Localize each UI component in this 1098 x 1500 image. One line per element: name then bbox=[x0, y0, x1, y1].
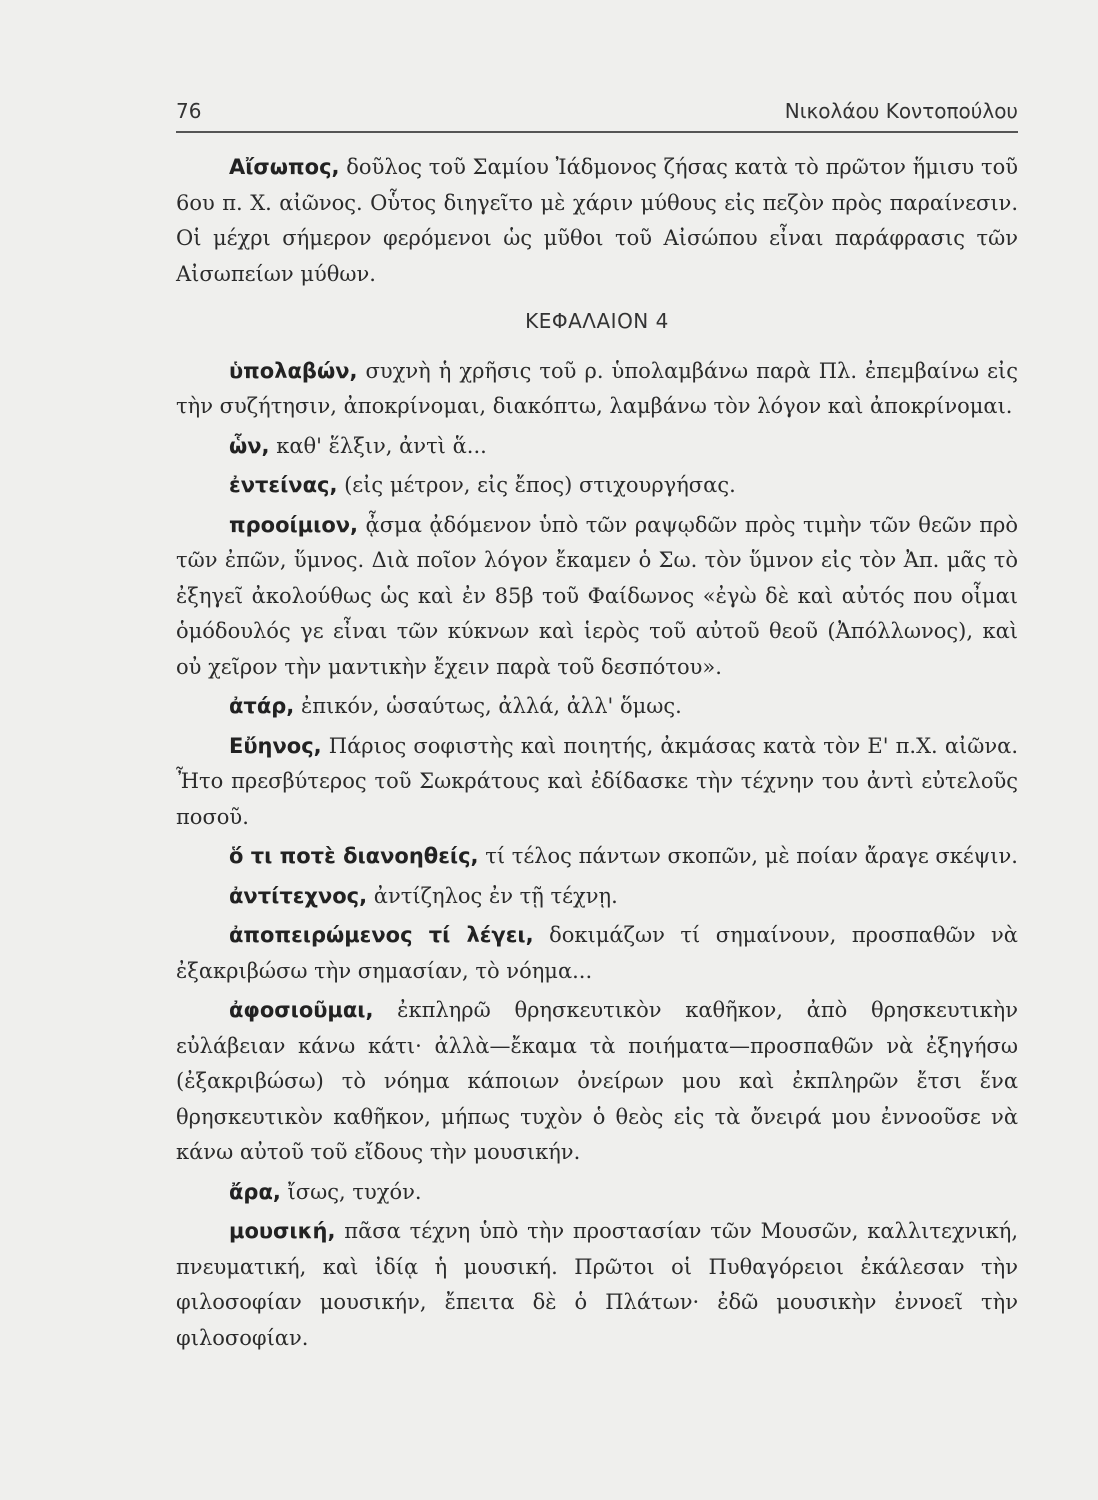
entry-term: προοίμιον, bbox=[229, 512, 359, 537]
entry-definition: (εἰς μέτρον, εἰς ἔπος) στιχουργήσας. bbox=[337, 473, 736, 497]
entry-term: ὧν, bbox=[229, 433, 270, 458]
page-number: 76 bbox=[176, 99, 202, 123]
entry-term: Εὔηνος, bbox=[229, 733, 322, 758]
entry-definition: τί τέλος πάντων σκοπῶν, μὲ ποίαν ἄραγε σκέψιν. bbox=[478, 844, 1018, 868]
running-head-author: Νικολάου Κοντοπούλου bbox=[784, 99, 1018, 123]
glossary-entry bbox=[176, 918, 1018, 989]
entry-definition: δοῦλος τοῦ Σαμίου Ἰάδμονος ζήσας κατὰ τὸ πρῶτον ἥμισυ τοῦ 6ου π. Χ. αἰῶνος. Οὗτος διηγεῖτο μὲ χάριν μύθους εἰς πεζὸν πρὸς παραίνεσιν. Οἱ μέχρι σήμερον φερόμενοι ὡς μῦθοι τοῦ Αἰσώπου εἶναι παράφρασις τῶν Αἰσωπείων μύθων. bbox=[176, 155, 1018, 286]
body-text bbox=[176, 150, 1018, 1356]
entry-definition: δοκιμάζων τί σημαίνουν, προσπαθῶν νὰ ἐξακριβώσω τὴν σημασίαν, τὸ νόημα... bbox=[176, 923, 1018, 983]
glossary-entry bbox=[176, 354, 1018, 425]
glossary-entry bbox=[176, 729, 1018, 836]
entry-term: ἀτάρ, bbox=[229, 694, 295, 718]
glossary-entry bbox=[176, 1175, 1018, 1211]
glossary-entry bbox=[176, 429, 1018, 465]
entry-definition: ἐπικόν, ὡσαύτως, ἀλλά, ἀλλ' ὅμως. bbox=[294, 694, 682, 718]
intro-entry bbox=[176, 150, 1018, 292]
entry-definition: Πάριος σοφιστὴς καὶ ποιητής, ἀκμάσας κατὰ τὸν Ε' π.Χ. αἰῶνα. Ἦτο πρεσβύτερος τοῦ Σωκράτους καὶ ἐδίδασκε τὴν τέχνην του ἀντὶ εὐτελοῦς ποσοῦ. bbox=[176, 733, 1018, 829]
entry-definition: συχνὴ ἡ χρῆσις τοῦ ρ. ὑπολαμβάνω παρὰ Πλ. ἐπεμβαίνω εἰς τὴν συζήτησιν, ἀποκρίνομαι, διακόπτω, λαμβάνω τὸν λόγον καὶ ἀποκρίνομαι. bbox=[176, 358, 1018, 418]
running-header bbox=[176, 97, 1018, 133]
entry-term: ἀφοσιοῦμαι, bbox=[229, 998, 374, 1022]
glossary-entry bbox=[176, 1214, 1018, 1356]
entry-definition: ᾆσμα ᾀδόμενον ὑπὸ τῶν ραψῳδῶν πρὸς τιμὴν τῶν θεῶν πρὸ τῶν ἐπῶν, ὕμνος. Διὰ ποῖον λόγον ἔκαμεν ὁ Σω. τὸν ὕμνον εἰς τὸν Ἀπ. μᾶς τὸ ἐξηγεῖ ἀκολούθως ὡς καὶ ἐν 85β τοῦ Φαίδωνος «ἐγὼ δὲ καὶ αὐτός που οἶμαι ὁμόδουλός γε εἶναι τῶν κύκνων καὶ ἱερὸς τοῦ αὐτοῦ θεοῦ (Ἀπόλλωνος), καὶ οὐ χεῖρον τὴν μαντικὴν ἔχειν παρὰ τοῦ δεσπότου». bbox=[176, 512, 1018, 679]
glossary-entry bbox=[176, 468, 1018, 504]
glossary-entry bbox=[176, 689, 1018, 725]
entry-definition: ἐκπληρῶ θρησκευτικὸν καθῆκον, ἀπὸ θρησκευτικὴν εὐλάβειαν κάνω κάτι· ἀλλὰ—ἔκαμα τὰ ποιήματα—προσπαθῶν νὰ ἐξηγήσω (ἐξακριβώσω) τὸ νόημα κάποιων ὀνείρων μου καὶ ἐκπληρῶν ἔτσι ἕνα θρησκευτικὸν καθῆκον, μήπως τυχὸν ὁ θεὸς εἰς τὰ ὄνειρά μου ἐννοοῦσε νὰ κάνω αὐτοῦ τοῦ εἴδους τὴν μουσικήν. bbox=[176, 998, 1018, 1164]
entry-definition: καθ' ἕλξιν, ἀντὶ ἅ... bbox=[269, 433, 487, 458]
entry-term: ἀποπειρώμενος τί λέγει, bbox=[229, 923, 534, 947]
entry-definition: ἴσως, τυχόν. bbox=[280, 1179, 422, 1204]
entry-term: Αἴσωπος, bbox=[229, 155, 340, 179]
entry-term: ἄρα, bbox=[229, 1179, 281, 1204]
entry-definition: ἀντίζηλος ἐν τῇ τέχνῃ. bbox=[367, 883, 618, 908]
entry-term: μουσική, bbox=[229, 1219, 336, 1243]
entry-term: ἐντείνας, bbox=[229, 473, 338, 497]
entry-term: ὅ τι ποτὲ διανοηθείς, bbox=[229, 844, 479, 868]
glossary-entry bbox=[176, 879, 1018, 915]
glossary-entry bbox=[176, 839, 1018, 875]
chapter-heading: ΚΕΦΑΛΑΙΟΝ 4 bbox=[525, 309, 669, 333]
entry-term: ὑπολαβών, bbox=[229, 358, 358, 383]
entry-term: ἀντίτεχνος, bbox=[229, 883, 368, 908]
glossary-entry bbox=[176, 508, 1018, 686]
glossary-entry bbox=[176, 993, 1018, 1171]
entry-definition: πᾶσα τέχνη ὑπὸ τὴν προστασίαν τῶν Μουσῶν, καλλιτεχνική, πνευματική, καὶ ἰδίᾳ ἡ μουσική. Πρῶτοι οἱ Πυθαγόρειοι ἐκάλεσαν τὴν φιλοσοφίαν μουσικήν, ἔπειτα δὲ ὁ Πλάτων· ἐδῶ μουσικὴν ἐννοεῖ τὴν φιλοσοφίαν. bbox=[176, 1219, 1018, 1350]
